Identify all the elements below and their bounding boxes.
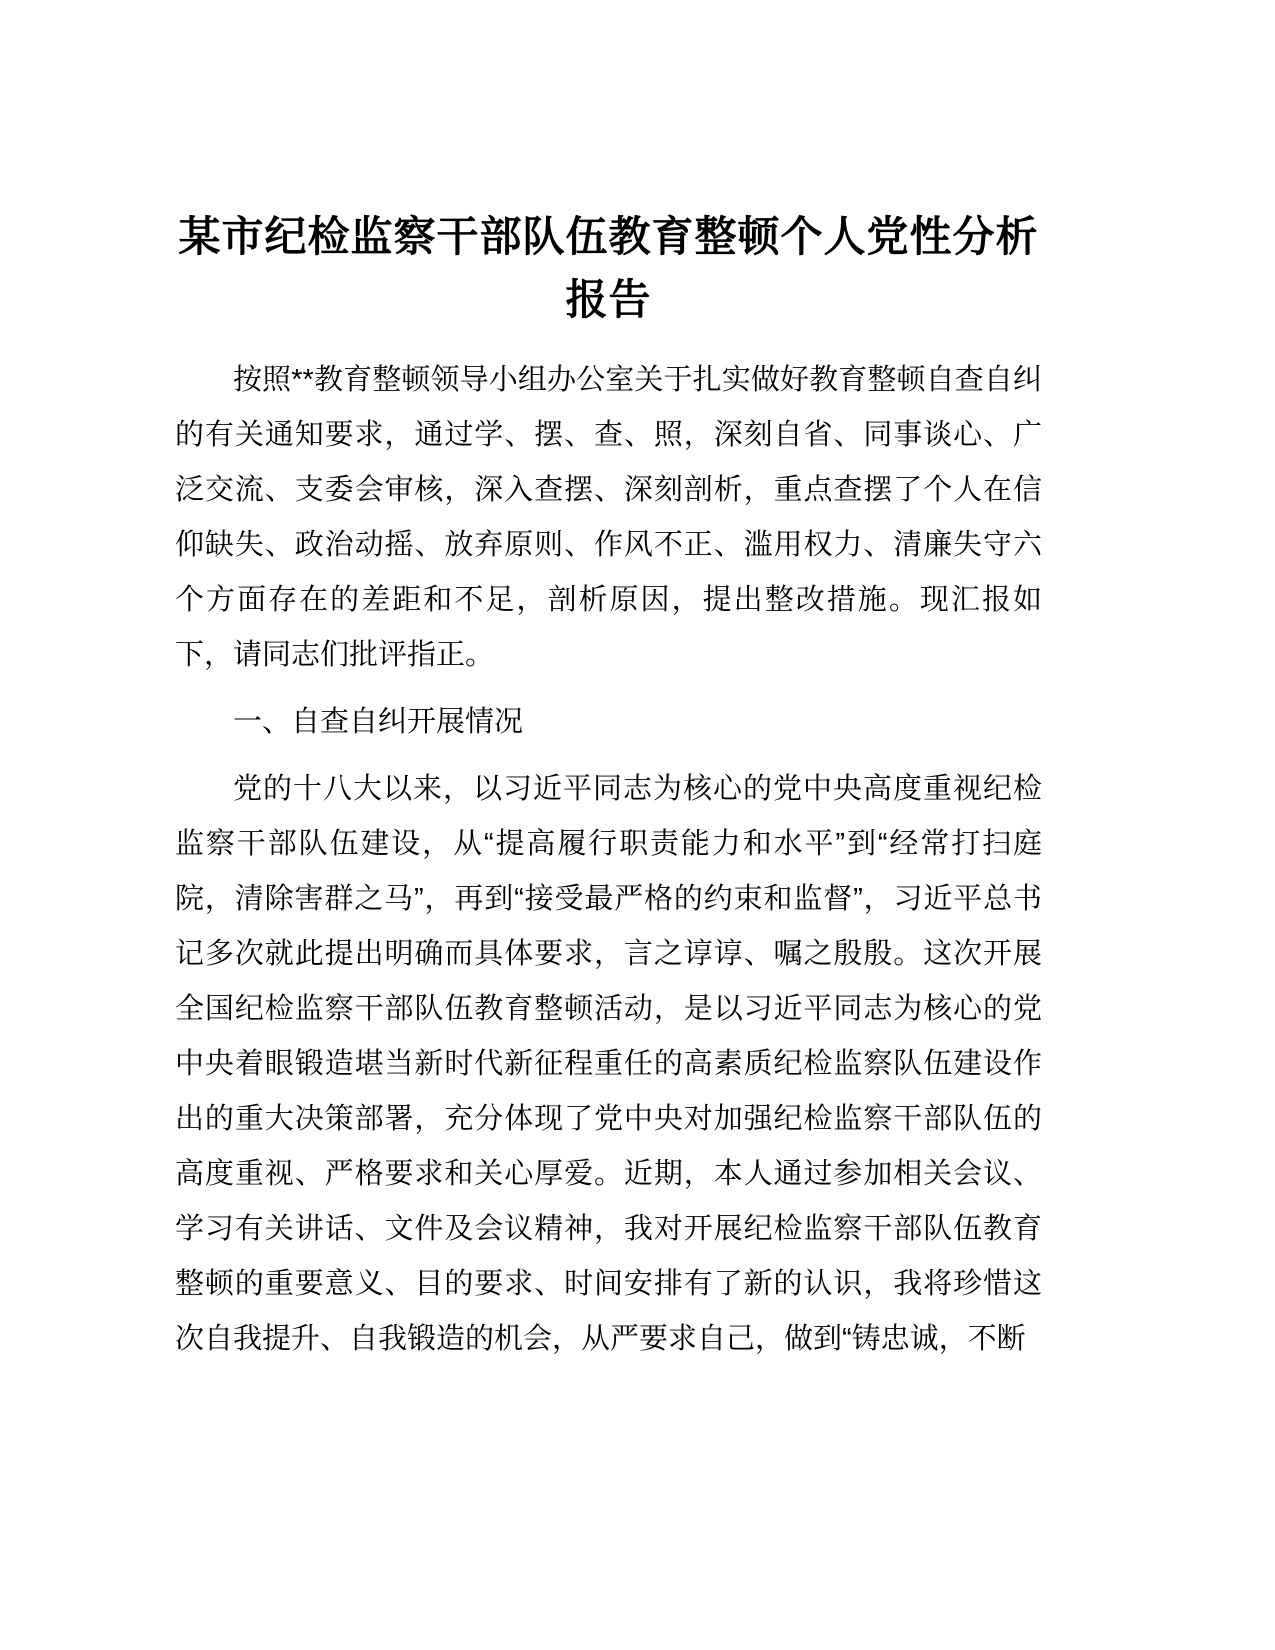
body-paragraph: 党的十八大以来，以习近平同志为核心的党中央高度重视纪检监察干部队伍建设，从“提高履行职责能力和水平”到“经常打扫庭院，清除害群之马”，再到“接受最严格的约束和监督”，习近平总书记多次就此提出明确而具体要求，言之谆谆、嘱之殷殷。这次开展全国纪检监察干部队伍教育整顿活动，是以习近平同志为核心的党中央着眼锻造堪当新时代新征程重任的高素质纪检监察队伍建设作出的重大决策部署，充分体现了党中央对加强纪检监察干部队伍的高度重视、严格要求和关心厚爱。近期，本人通过参加相关会议、学习有关讲话、文件及会议精神，我对开展纪检监察干部队伍教育整顿的重要意义、目的要求、时间安排有了新的认识，我将珍惜这次自我提升、自我锻造的机会，从严要求自己，做到“铸忠诚，不断 [175,773,1042,1355]
intro-paragraph: 按照**教育整顿领导小组办公室关于扎实做好教育整顿自查自纠的有关通知要求，通过学、摆、查、照，深刻自省、同事谈心、广泛交流、支委会审核，深入查摆、深刻剖析，重点查摆了个人在信仰缺失、政治动摇、放弃原则、作风不正、滥用权力、清廉失守六个方面存在的差距和不足，剖析原因，提出整改措施。现汇报如下，请同志们批评指正。 [175,364,1042,671]
document-title: 某市纪检监察干部队伍教育整顿个人党性分析报告 [178,213,1039,323]
section-heading-1: 一、自查自纠开展情况 [233,706,524,738]
